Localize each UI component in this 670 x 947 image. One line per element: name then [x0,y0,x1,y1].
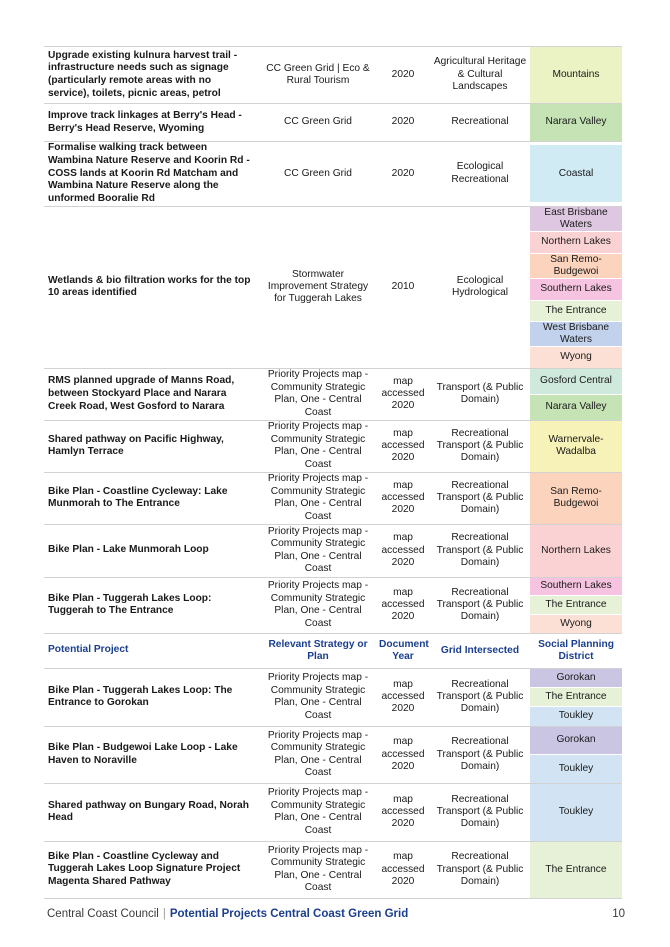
district-badge: Wyong [530,614,622,633]
grid-cell: Recreational [430,104,530,142]
project-cell: Wetlands & bio filtration works for the top 10 areas identified [44,206,260,368]
project-cell: Bike Plan - Coastline Cycleway: Lake Munmorah to The Entrance [44,472,260,524]
strategy-cell: Stormwater Improvement Strategy for Tuggerah Lakes [260,206,376,368]
grid-cell: Recreational Transport (& Public Domain) [430,841,530,898]
project-cell: Bike Plan - Budgewoi Lake Loop - Lake Haven to Noraville [44,726,260,783]
district-badge: Coastal [530,145,622,202]
grid-cell: Transport (& Public Domain) [430,368,530,420]
column-header-project: Potential Project [44,633,260,668]
district-cell [530,142,622,207]
year-cell: map accessed 2020 [376,368,430,420]
project-cell: RMS planned upgrade of Manns Road, between Stockyard Place and Narara Creek Road, West Gosford to Narara [44,368,260,420]
district-badge: The Entrance [530,842,622,898]
district-badge: Gosford Central [530,369,622,394]
district-cell [530,841,622,898]
year-cell: 2020 [376,142,430,207]
table-row [44,783,622,841]
page-footer [47,908,625,920]
strategy-cell: Priority Projects map - Community Strategic Plan, One - Central Coast [260,420,376,472]
project-cell: Bike Plan - Tuggerah Lakes Loop: The Entrance to Gorokan [44,668,260,726]
grid-cell: Recreational Transport (& Public Domain) [430,668,530,726]
district-badge: Gorokan [530,669,622,687]
district-cell [530,668,622,726]
district-cell [530,206,622,368]
strategy-cell: Priority Projects map - Community Strategic Plan, One - Central Coast [260,524,376,577]
year-cell: 2020 [376,104,430,142]
district-badge: East Brisbane Waters [530,207,622,231]
year-cell: map accessed 2020 [376,420,430,472]
district-badge: San Remo-Budgewoi [530,473,622,524]
grid-cell: Recreational Transport (& Public Domain) [430,726,530,783]
column-header-district: Social Planning District [530,633,622,668]
district-cell [530,420,622,472]
strategy-cell: Priority Projects map - Community Strategic Plan, One - Central Coast [260,368,376,420]
district-badge: San Remo-Budgewoi [530,253,622,278]
project-cell: Improve track linkages at Berry's Head - Berry's Head Reserve, Wyoming [44,104,260,142]
strategy-cell: Priority Projects map - Community Strategic Plan, One - Central Coast [260,783,376,841]
year-cell: map accessed 2020 [376,577,430,633]
district-badge: Toukley [530,706,622,725]
grid-cell: Recreational Transport (& Public Domain) [430,577,530,633]
district-badge: The Entrance [530,300,622,321]
table-header-row [44,633,622,668]
project-cell: Upgrade existing kulnura harvest trail - infrastructure needs such as signage (particularly remote areas with no service), toilets, picnic areas, petrol [44,47,260,104]
projects-table [44,46,622,899]
district-badge: Wyong [530,346,622,367]
year-cell: 2020 [376,47,430,104]
grid-cell: Recreational Transport (& Public Domain) [430,420,530,472]
district-badge: West Brisbane Waters [530,321,622,346]
district-cell [530,577,622,633]
table-row [44,668,622,726]
strategy-cell: CC Green Grid [260,104,376,142]
table-row [44,47,622,104]
strategy-cell: CC Green Grid [260,142,376,207]
table-row [44,841,622,898]
strategy-cell: Priority Projects map - Community Strategic Plan, One - Central Coast [260,726,376,783]
grid-cell: Ecological Hydrological [430,206,530,368]
project-cell: Bike Plan - Lake Munmorah Loop [44,524,260,577]
table-row [44,104,622,142]
year-cell: map accessed 2020 [376,841,430,898]
strategy-cell: Priority Projects map - Community Strategic Plan, One - Central Coast [260,841,376,898]
district-cell [530,368,622,420]
project-cell: Bike Plan - Coastline Cycleway and Tuggerah Lakes Loop Signature Project Magenta Shared Pathway [44,841,260,898]
district-badge: The Entrance [530,687,622,706]
project-cell: Shared pathway on Pacific Highway, Hamlyn Terrace [44,420,260,472]
district-badge: Gorokan [530,727,622,755]
district-badge: Narara Valley [530,394,622,420]
district-cell [530,783,622,841]
grid-cell: Agricultural Heritage & Cultural Landscapes [430,47,530,104]
footer-separator: | [162,908,166,920]
district-badge: Southern Lakes [530,578,622,596]
project-cell: Shared pathway on Bungary Road, Norah Head [44,783,260,841]
project-cell: Bike Plan - Tuggerah Lakes Loop: Tuggerah to The Entrance [44,577,260,633]
year-cell: 2010 [376,206,430,368]
district-badge: Southern Lakes [530,278,622,299]
district-badge: Warnervale-Wadalba [530,421,622,472]
table-row [44,726,622,783]
year-cell: map accessed 2020 [376,668,430,726]
grid-cell: Recreational Transport (& Public Domain) [430,783,530,841]
district-cell [530,104,622,142]
district-badge: Mountains [530,47,622,103]
district-cell [530,472,622,524]
strategy-cell: Priority Projects map - Community Strategic Plan, One - Central Coast [260,577,376,633]
year-cell: map accessed 2020 [376,524,430,577]
district-badge: Northern Lakes [530,525,622,577]
column-header-strategy: Relevant Strategy or Plan [260,633,376,668]
table-row [44,142,622,207]
strategy-cell: Priority Projects map - Community Strategic Plan, One - Central Coast [260,472,376,524]
year-cell: map accessed 2020 [376,726,430,783]
strategy-cell: Priority Projects map - Community Strategic Plan, One - Central Coast [260,668,376,726]
strategy-cell: CC Green Grid | Eco & Rural Tourism [260,47,376,104]
table-row [44,472,622,524]
district-cell [530,524,622,577]
grid-cell: Recreational Transport (& Public Domain) [430,472,530,524]
table-row [44,524,622,577]
column-header-grid: Grid Intersected [430,633,530,668]
year-cell: map accessed 2020 [376,472,430,524]
page-number: 10 [612,908,625,920]
table-row [44,206,622,368]
district-cell [530,47,622,104]
district-badge: The Entrance [530,595,622,614]
grid-cell: Ecological Recreational [430,142,530,207]
table-row [44,420,622,472]
district-badge: Toukley [530,784,622,841]
column-header-year: Document Year [376,633,430,668]
year-cell: map accessed 2020 [376,783,430,841]
district-badge: Toukley [530,754,622,783]
footer-org: Central Coast Council [47,908,159,920]
table-row [44,368,622,420]
grid-cell: Recreational Transport (& Public Domain) [430,524,530,577]
project-cell: Formalise walking track between Wambina Nature Reserve and Koorin Rd - COSS lands at Koorin Rd Matcham and Wambina Nature Reserve along the unformed Booralie Rd [44,142,260,207]
table-row [44,577,622,633]
district-cell [530,726,622,783]
footer-title: Potential Projects Central Coast Green Grid [169,908,409,920]
district-badge: Northern Lakes [530,231,622,252]
district-badge: Narara Valley [530,104,622,141]
